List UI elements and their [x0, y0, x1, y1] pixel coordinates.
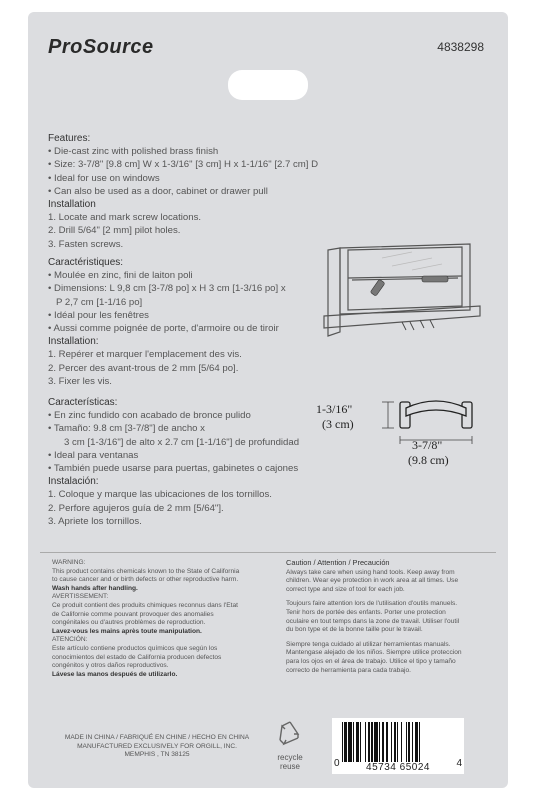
barcode-bar: [415, 722, 417, 762]
barcode-bar: [365, 722, 366, 762]
barcode-bar: [356, 722, 358, 762]
feature-item-fr: P 2,7 cm [1-1/16 po]: [48, 296, 143, 308]
feature-item-es: • También puede usarse para puertas, gabinetes o cajones: [48, 463, 299, 475]
barcode-bar: [386, 722, 387, 762]
barcode-bar: [379, 722, 380, 762]
features-title-fr: Caractéristiques:: [48, 257, 124, 268]
french-section: [48, 256, 286, 388]
english-section: [48, 132, 318, 251]
barcode-bar: [344, 722, 346, 762]
feature-item: • Size: 3-7/8" [9.8 cm] W x 1-3/16" [3 cm] H x 1-1/16" [2.7 cm] D: [48, 159, 319, 171]
barcode-bar: [394, 722, 396, 762]
feature-item-fr: • Aussi comme poignée de porte, d'armoire ou de tiroir: [48, 323, 279, 335]
spanish-section: [48, 396, 299, 528]
caution-fr: du bon type et de la bonne taille pour le travail.: [286, 626, 423, 634]
feature-item-es: • Tamaño: 9.8 cm [3-7/8"] de ancho x: [48, 423, 205, 435]
barcode-bar: [419, 722, 420, 762]
caution-fr: Tenir hors de portée des enfants. Porter une protection: [286, 608, 446, 616]
warning-title-en: WARNING:: [52, 559, 86, 566]
manufacturer-city: MEMPHIS , TN 38125: [124, 751, 190, 759]
install-step-es: 3. Apriete los tornillos.: [48, 515, 142, 527]
feature-item-fr: • Moulée en zinc, fini de laiton poli: [48, 270, 193, 282]
barcode-digit-right: 4: [456, 758, 462, 769]
caution-es: Mantengase alejado de los niños. Siempre utilice proteccion: [286, 649, 462, 657]
barcode-bar: [401, 722, 402, 762]
caution-en: correct type and size of tool for each job.: [286, 585, 405, 593]
install-step-es: 1. Coloque y marque las ubicaciones de los tornillos.: [48, 489, 272, 501]
installation-title: Installation: [48, 199, 96, 211]
feature-item: • Can also be used as a door, cabinet or drawer pull: [48, 185, 268, 197]
width-inches: 3-7/8": [412, 438, 443, 452]
barcode-bars: [342, 722, 454, 762]
caution-en: Always take care when using hand tools. Keep away from: [286, 568, 455, 576]
feature-item-es: • En zinc fundido con acabado de bronce pulido: [48, 410, 251, 422]
caution-fr: Toujours faire attention lors de l'utilisation d'outils manuels.: [286, 600, 458, 608]
barcode-bar: [406, 722, 407, 762]
barcode-bar: [391, 722, 392, 762]
feature-item-fr: • Idéal pour les fenêtres: [48, 309, 149, 321]
barcode-bar: [368, 722, 369, 762]
reuse-label: reuse: [279, 762, 300, 771]
caution-fr: oculaire en tout temps dans la zone de travail. Utiliser l'outil: [286, 617, 460, 625]
barcode-bar: [353, 722, 354, 762]
install-step-fr: 2. Percer des avant-trous de 2 mm [5/64 po].: [48, 362, 239, 374]
installation-title-fr: Installation:: [48, 336, 99, 348]
caution-es: Siempre tenga cuidado al utilizar herramientas manuals.: [286, 640, 451, 648]
warning-body-fr: congénitales ou d'autres problèmes de reproduction.: [52, 619, 206, 627]
caution-block: [286, 559, 492, 675]
warning-bold-en: Wash hands after handling.: [52, 584, 138, 592]
warning-title-es: ATENCIÓN:: [52, 636, 88, 644]
install-step-fr: 1. Repérer et marquer l'emplacement des vis.: [48, 349, 242, 361]
warning-bold-es: Lávese las manos después de utilizarlo.: [52, 670, 178, 678]
barcode-bar: [348, 722, 352, 762]
install-step-fr: 3. Fixer les vis.: [48, 375, 112, 387]
warning-title-fr: AVERTISSEMENT:: [52, 593, 109, 601]
feature-item: • Ideal for use on windows: [48, 172, 160, 184]
window-installation-illustration: [322, 236, 482, 346]
height-inches: 1-3/16": [316, 402, 353, 416]
manufactured-for: MANUFACTURED EXCLUSIVELY FOR ORGILL, INC.: [77, 742, 237, 750]
feature-item: • Die-cast zinc with polished brass finish: [48, 146, 219, 158]
barcode-digits: 45734 65024: [350, 762, 446, 773]
barcode-bar: [342, 722, 343, 762]
warning-bold-fr: Lavez-vous les mains après toute manipulation.: [52, 627, 202, 635]
warning-body-fr: Ce produit contient des produits chimiques reconnus dans l'Etat: [52, 601, 238, 609]
warning-body-fr: de Californie comme pouvant provoquer des anomalies: [52, 610, 214, 618]
barcode-bar: [382, 722, 384, 762]
warning-body-en: to cause cancer and or birth defects or other reproductive harm.: [52, 576, 239, 584]
upc-barcode: [332, 718, 464, 774]
feature-item-es: • Ideal para ventanas: [48, 449, 139, 461]
barcode-bar: [371, 722, 373, 762]
install-step: 1. Locate and mark screw locations.: [48, 212, 202, 224]
barcode-bar: [360, 722, 361, 762]
warning-body-es: conocimientos del estado de California producen defectos: [52, 653, 222, 661]
barcode-digit-left: 0: [334, 758, 340, 769]
sku-number: 4838298: [437, 40, 484, 54]
section-divider: [40, 552, 496, 553]
brand-logo: ProSource: [48, 36, 154, 58]
height-cm: (3 cm): [322, 417, 354, 431]
prop65-warning: [52, 559, 272, 679]
barcode-bar: [397, 722, 398, 762]
barcode-bar: [374, 722, 378, 762]
warning-body-es: congénitos y otros daños reproductivos.: [52, 662, 169, 670]
features-title: Features:: [48, 133, 91, 144]
recycle-label: recycle: [277, 753, 303, 762]
dimension-diagram: [316, 396, 496, 468]
made-in: MADE IN CHINA / FABRIQUÉ EN CHINE / HECHO EN CHINA: [64, 734, 250, 741]
recycle-logo: [270, 718, 310, 771]
installation-title-es: Instalación:: [48, 476, 99, 488]
width-cm: (9.8 cm): [408, 453, 449, 467]
install-step-es: 2. Perfore agujeros guía de 2 mm [5/64"].: [48, 502, 224, 514]
features-title-es: Características:: [48, 397, 118, 408]
feature-item-fr: • Dimensions: L 9,8 cm [3-7/8 po] x H 3 cm [1-3/16 po] x: [48, 283, 286, 295]
feature-item-es: 3 cm [1-3/16"] de alto x 2.7 cm [1-1/16"] de profundidad: [48, 436, 300, 448]
caution-es: para los ojos en el área de trabajo. Utilice el tipo y tamaño: [286, 657, 456, 665]
install-step: 2. Drill 5/64" [2 mm] pilot holes.: [48, 225, 181, 237]
recycle-icon: [270, 718, 310, 748]
caution-title: Caution / Attention / Precaución: [286, 558, 390, 567]
caution-es: correcto de herramienta para cada trabajo.: [286, 666, 411, 674]
install-step: 3. Fasten screws.: [48, 238, 124, 250]
barcode-bar: [412, 722, 413, 762]
warning-body-es: Este artículo contiene productos químicos que según los: [52, 644, 218, 652]
warning-body-en: This product contains chemicals known to the State of California: [52, 567, 240, 575]
origin-info: [52, 734, 262, 760]
caution-en: children. Wear eye protection in work area at all times. Use: [286, 577, 459, 585]
hang-hole: [228, 70, 308, 100]
barcode-bar: [408, 722, 410, 762]
